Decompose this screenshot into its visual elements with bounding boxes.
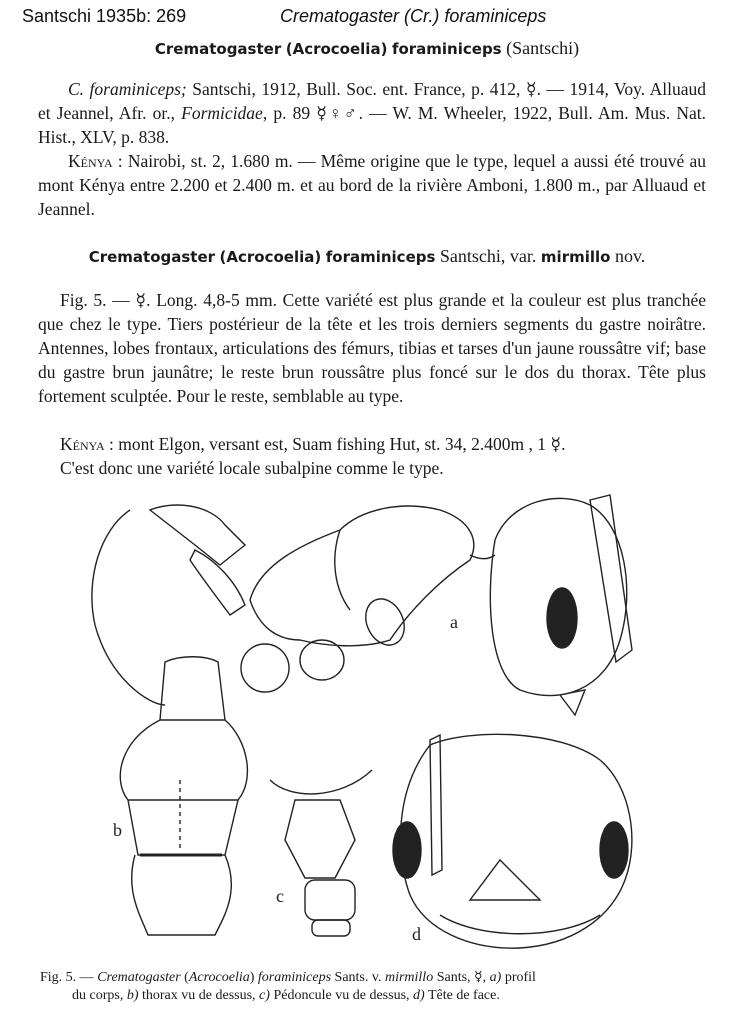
mesosoma-outline bbox=[250, 506, 474, 646]
caption-d-text: Tête de face. bbox=[424, 988, 500, 1003]
title-genus: Crematogaster bbox=[154, 40, 282, 58]
caption-line2: du corps, bbox=[72, 988, 127, 1003]
head-front-drawing bbox=[393, 734, 632, 948]
peduncle-segment-1 bbox=[285, 800, 355, 878]
label-d: d bbox=[412, 924, 421, 944]
caption-d-label: d) bbox=[413, 988, 425, 1003]
ref-line2-b: , p. 89 ☿♀♂. — bbox=[262, 103, 387, 123]
caption-c-label: c) bbox=[259, 988, 270, 1003]
antenna-scape-front bbox=[430, 735, 442, 875]
title2-genus: Crematogaster bbox=[88, 248, 216, 266]
caption-a-text: profil bbox=[501, 970, 536, 985]
title2-subgenus: (Acrocoelia) bbox=[219, 248, 322, 266]
locality2-text: : mont Elgon, versant est, Suam fishing Hut, st. 34, 2.400m , 1 ☿. bbox=[104, 434, 566, 454]
caption-variety: mirmillo bbox=[384, 970, 434, 985]
caption-a-label: a) bbox=[489, 970, 502, 985]
pronotum-line bbox=[335, 530, 350, 610]
compound-eye-profile bbox=[547, 588, 577, 648]
clypeus bbox=[470, 860, 540, 900]
closing-paragraph bbox=[38, 456, 706, 480]
caption-fig: Fig. 5. — bbox=[40, 970, 98, 985]
caption-b-text: thorax vu de dessus, bbox=[138, 988, 260, 1003]
locality-paragraph-1 bbox=[38, 149, 706, 221]
caption-species: foraminiceps bbox=[257, 970, 332, 985]
caption-subgenus-open: ( bbox=[180, 970, 189, 985]
peduncle-frame bbox=[270, 770, 372, 794]
propodeum-dorsal bbox=[128, 800, 238, 855]
label-b: b bbox=[113, 820, 122, 840]
profile-drawing bbox=[92, 495, 632, 715]
section1-title bbox=[0, 38, 734, 59]
figure-5 bbox=[0, 480, 734, 960]
mandible bbox=[560, 690, 585, 715]
title-species: foraminiceps bbox=[391, 40, 502, 58]
peduncle-segment-2 bbox=[305, 880, 355, 920]
petiole-outline bbox=[150, 505, 245, 565]
mesonotum-dorsal bbox=[120, 720, 247, 800]
ref-line2-a: 1914, Voy. Alluaud et Jeannel, Afr. or., bbox=[38, 79, 707, 123]
gaster-outline bbox=[92, 510, 165, 705]
mandibles-front bbox=[440, 915, 600, 934]
section2-title bbox=[0, 246, 734, 267]
ant-drawings bbox=[0, 480, 734, 960]
title2-species: foraminiceps bbox=[325, 248, 436, 266]
ref-line1: Santschi, 1912, Bull. Soc. ent. France, p. 412, ☿. — bbox=[186, 79, 564, 99]
caption-mid: Sants. v. bbox=[331, 970, 385, 985]
label-a: a bbox=[450, 612, 458, 632]
caption-genus: Crematogaster bbox=[97, 970, 181, 985]
caption-c-text: Pédoncule vu de dessus, bbox=[269, 988, 414, 1003]
locality2-label: Kénya bbox=[60, 434, 105, 454]
title2-variety: mirmillo bbox=[540, 248, 611, 266]
coxa-2 bbox=[300, 640, 344, 680]
caption-b-label: b) bbox=[126, 988, 139, 1003]
coxa-1 bbox=[241, 644, 289, 692]
thorax-dorsal-drawing bbox=[120, 657, 247, 935]
label-c: c bbox=[276, 886, 284, 906]
ref-italic-name: C. foraminiceps; bbox=[68, 79, 187, 99]
description-text: Fig. 5. — ☿. Long. 4,8-5 mm. Cette variété est plus grande et la couleur est plus tranchée que chez le type. Tiers postérieur de la tête et les trois derniers segments du gastre noirâtre. Antennes, lobes frontaux, articulations des fémurs, tibias et tarses d'un jaune roussâtre vif; base du gastre brun jaunâtre; le reste brun roussâtre plus foncé sur le dos du thorax. Tête plus fortement sculptée. Pour le reste, semblable au type. bbox=[38, 290, 706, 406]
locality-label: Kénya bbox=[68, 151, 113, 171]
caption-subgenus: Acrocoelia bbox=[188, 970, 250, 985]
locality-paragraph-2 bbox=[38, 432, 706, 456]
title2-mid: Santschi, var. bbox=[435, 246, 541, 266]
title2-nov: nov. bbox=[610, 246, 646, 266]
postpetiole-outline bbox=[190, 550, 245, 615]
left-eye bbox=[393, 822, 421, 878]
ref-line2-italic: Formicidae bbox=[181, 103, 263, 123]
title-subgenus: (Acrocoelia) bbox=[285, 40, 388, 58]
coxa-3 bbox=[359, 593, 412, 652]
closing-text: C'est donc une variété locale subalpine comme le type. bbox=[60, 458, 444, 478]
pronotum-dorsal bbox=[160, 657, 225, 720]
description-paragraph bbox=[38, 288, 706, 408]
references-paragraph bbox=[38, 77, 706, 149]
caption-after-variety: Sants, ☿, bbox=[433, 970, 490, 985]
peduncle-segment-3 bbox=[312, 920, 350, 936]
right-eye bbox=[600, 822, 628, 878]
citation-text: Santschi 1935b: 269 bbox=[22, 6, 187, 26]
figure-caption bbox=[40, 969, 708, 1005]
species-header: Crematogaster (Cr.) foraminiceps bbox=[280, 6, 547, 26]
neck-outline bbox=[470, 555, 495, 559]
locality-text: : Nairobi, st. 2, 1.680 m. — Même origine que le type, lequel a aussi été trouvé au mont Kénya entre 2.200 et 2.400 m. et au bord de la rivière Amboni, 1.800 m., par Alluaud et Jeannel. bbox=[38, 151, 706, 219]
title-author: (Santschi) bbox=[506, 38, 580, 58]
petiole-dorsal bbox=[132, 855, 232, 935]
peduncle-dorsal-drawing bbox=[270, 770, 372, 936]
caption-subgenus-close: ) bbox=[249, 970, 258, 985]
ref-line3: W. M. Wheeler, 1922, Bull. Am. Mus. Nat. Hist., XLV, p. 838. bbox=[38, 103, 706, 147]
